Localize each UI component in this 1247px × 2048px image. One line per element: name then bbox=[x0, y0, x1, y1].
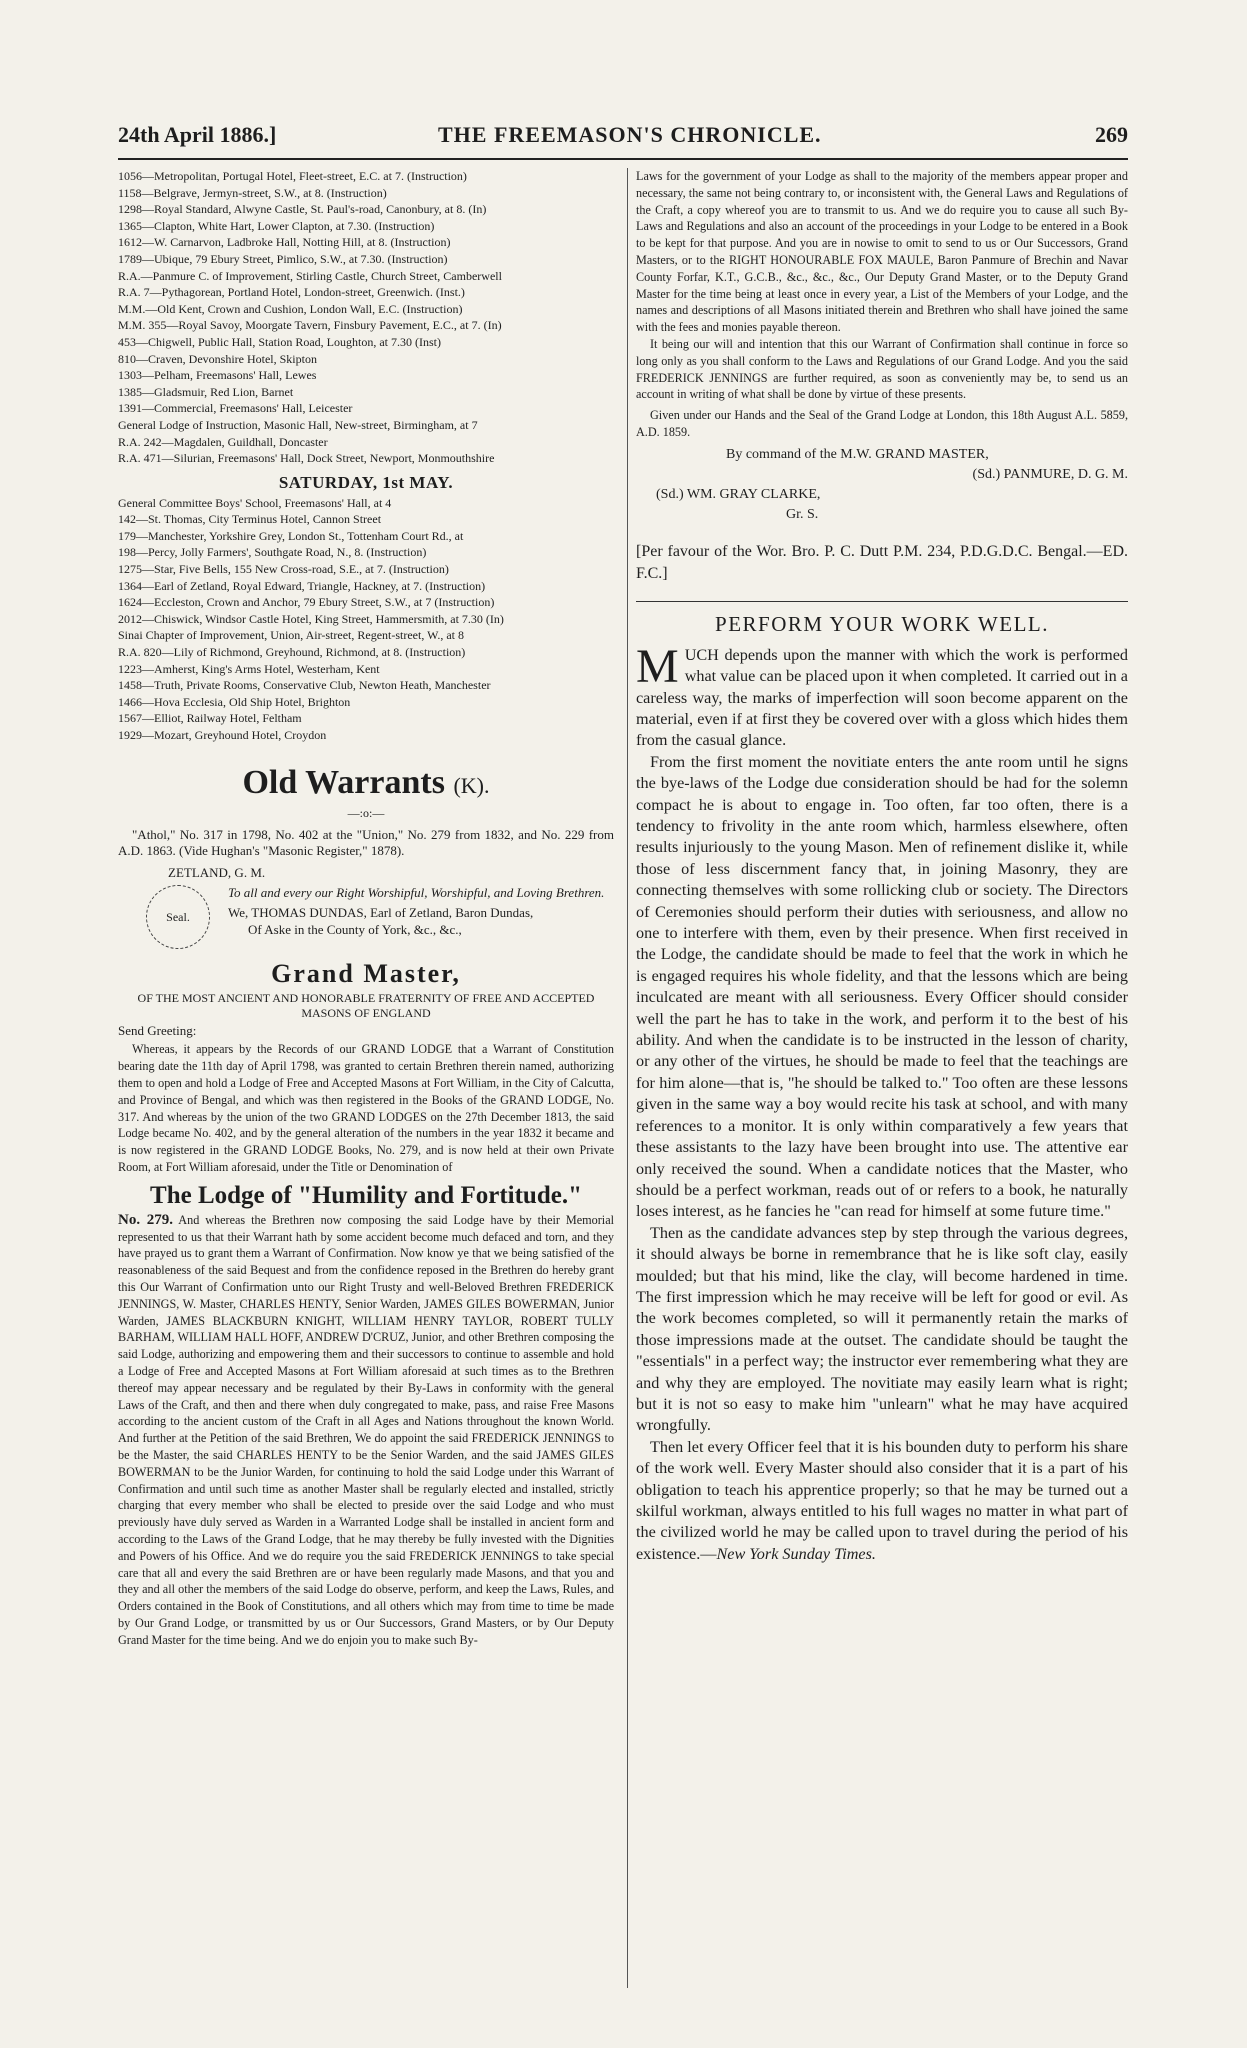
meeting-entry: 1458—Truth, Private Rooms, Conservative Club, Newton Heath, Manchester bbox=[118, 678, 491, 693]
source-attribution: New York Sunday Times. bbox=[716, 1544, 876, 1563]
meeting-entry: 1612—W. Carnarvon, Ladbroke Hall, Notting Hill, at 8. (Instruction) bbox=[118, 235, 451, 250]
meeting-entry: 1298—Royal Standard, Alwyne Castle, St. Paul's-road, Canonbury, at 8. (In) bbox=[118, 202, 487, 217]
seal-label: Seal. bbox=[166, 909, 190, 924]
perform-para-3: Then as the candidate advances step by step through the various degrees, it should always be borne in remembrance that he is like soft clay, easily moulded; but that his mind, like the clay, will become hardened in time. The first impression which he may receive will be left for good or evil. As the work becomes completed, so will it permanently retain the marks of those impressions made at the outset. The candidate should be taught the "essentials" in a perfect way; the instructor ever remembering what they are and why they are employed. The novitiate may easily learn what is right; but it is not so easy to make him "unlearn" what he may have acquired wrongfully. bbox=[636, 1223, 1128, 1435]
warrant-para-5: Given under our Hands and the Seal of the Grand Lodge at London, this 18th August A.L. 5859, A.D. 1859. bbox=[636, 408, 1128, 439]
warrant-para-2-text: And whereas the Brethren now composing the said Lodge have by their Memorial represented to us that their Warrant hath by some accident become much defaced and torn, and they have prayed us to grant them a Warrant of Confirmation. Now know ye that we being satisfied of the reasonableness of the said Bequest and from the confidence reposed in the Brethren do hereby grant this Our Warrant of Confirmation unto our Right Trusty and well-Beloved Brethren FREDERICK JENNINGS, W. Master, CHARLES HENTY, Senior Warden, JAMES GILES BOWERMAN, Junior Warden, JAMES BLACKBURN KNIGHT, WILLIAM HENRY TAYLOR, ROBERT TULLY BARHAM, WILLIAM HALL HOFF, ANDREW D'CRUZ, Junior, and other Brethren composing the said Lodge, authorizing and empowering them and their successors to continue to assemble and hold a Lodge of Free and Accepted Masons at Fort William aforesaid at such times as to the Brethren thereof may appear necessary and be regulated by their By-Laws in conformity with the general Laws of the Craft, and then and there when duly congregated to make, pass, and raise Free Masons according to the ancient custom of the Craft in all Ages and Nations throughout the known World. And further at the Petition of the said Brethren, We do appoint the said FREDERICK JENNINGS to be the Master, the said CHARLES HENTY to be the Senior Warden, and the said JAMES GILES BOWERMAN to be the Junior Warden, for continuing to hold the said Lodge under this Warrant of Confirmation and until such time as another Master shall be regularly elected and installed, strictly charging that every member who shall be elected to preside over the said Lodge and who must previously have duly served as Warden in a Warranted Lodge shall be installed in ancient form and according to the Laws of the Grand Lodge, that he may thereby be fully invested with the Dignities and Powers of his Office. And we do require you the said FREDERICK JENNINGS to take special care that all and every the said Brethren are or have been regularly made Masons, and that you and they and all other the members of the said Lodge do observe, perform, and keep the Laws, Rules, and Orders contained in the Book of Constitutions, and all others which may from time to time be made by Our Grand Lodge, or transmitted by us or Our Successors, Grand Masters, or by Our Deputy Grand Master for the time being. And we do enjoin you to make such By- bbox=[118, 1212, 614, 1647]
meeting-entry: Sinai Chapter of Improvement, Union, Air-street, Regent-street, W., at 8 bbox=[118, 628, 465, 643]
old-warrants-title: Old Warrants bbox=[242, 763, 445, 801]
meeting-entry: 1364—Earl of Zetland, Royal Edward, Triangle, Hackney, at 7. (Instruction) bbox=[118, 578, 486, 593]
thomas-dundas: We, THOMAS DUNDAS, Earl of Zetland, Baron Dundas, bbox=[228, 905, 534, 921]
right-column bbox=[636, 168, 1128, 1565]
saturday-heading: SATURDAY, 1st MAY. bbox=[278, 472, 454, 492]
meeting-entry: 142—St. Thomas, City Terminus Hotel, Cannon Street bbox=[118, 512, 382, 527]
page-header bbox=[118, 122, 1128, 156]
meeting-entry: R.A. 242—Magdalen, Guildhall, Doncaster bbox=[118, 434, 328, 449]
meeting-entry: M.M.—Old Kent, Crown and Cushion, London Wall, E.C. (Instruction) bbox=[118, 301, 463, 316]
meeting-entry: 1275—Star, Five Bells, 155 New Cross-road, S.E., at 7. (Instruction) bbox=[118, 562, 449, 577]
perform-para-4 bbox=[636, 1437, 1128, 1565]
grand-secretary: Gr. S. bbox=[786, 506, 819, 522]
warrant-para-2 bbox=[118, 1212, 614, 1649]
lodge-number: No. 279. bbox=[118, 1211, 173, 1228]
zetland-signature: ZETLAND, G. M. bbox=[168, 865, 266, 881]
warrant-para-1: Whereas, it appears by the Records of our GRAND LODGE that a Warrant of Constitution bearing date the 11th day of April 1798, was granted to certain Brethren therein named, authorizing them to open and hold a Lodge of Free and Accepted Masons at Fort William, in the City of Calcutta, and Province of Bengal, and which was then registered in the Books of the GRAND LODGE, No. 317. And whereas by the union of the two GRAND LODGES on the 27th December 1813, the said Lodge became No. 402, and by the general alteration of the numbers in the year 1832 it became and is now registered in the GRAND LODGE Books, No. 279, and is now held at their own Private Room, at Fort William aforesaid, under the Title or Denomination of bbox=[118, 1042, 614, 1174]
meeting-entry: 1223—Amherst, King's Arms Hotel, Westerham, Kent bbox=[118, 661, 380, 676]
meeting-entry: General Committee Boys' School, Freemasons' Hall, at 4 bbox=[118, 495, 392, 510]
meeting-entry: 810—Craven, Devonshire Hotel, Skipton bbox=[118, 351, 317, 366]
meeting-entry: R.A. 7—Pythagorean, Portland Hotel, London-street, Greenwich. (Inst.) bbox=[118, 285, 465, 300]
warrant-para-4: It being our will and intention that this our Warrant of Confirmation shall continue in force so long only as you shall conform to the Laws and Regulations of our Grand Lodge. And you the said FREDERICK JENNINGS are further required, as soon as conveniently may be, to send us an account in writing of what shall be done by virtue of these presents. bbox=[636, 336, 1128, 402]
left-column bbox=[118, 168, 614, 1649]
by-command: By command of the M.W. GRAND MASTER, bbox=[726, 446, 989, 462]
meeting-entry: 198—Percy, Jolly Farmers', Southgate Road, N., 8. (Instruction) bbox=[118, 545, 427, 560]
meeting-entry: 1624—Eccleston, Crown and Anchor, 79 Ebury Street, S.W., at 7 (Instruction) bbox=[118, 595, 495, 610]
perform-para-1 bbox=[636, 639, 1128, 752]
greeting-to-all: To all and every our Right Worshipful, Worshipful, and Loving Brethren. bbox=[228, 885, 605, 901]
meeting-entry: R.A.—Panmure C. of Improvement, Stirling Castle, Church Street, Camberwell bbox=[118, 268, 502, 283]
meeting-entry: 1385—Gladsmuir, Red Lion, Barnet bbox=[118, 384, 294, 399]
meeting-entry: M.M. 355—Royal Savoy, Moorgate Tavern, Finsbury Pavement, E.C., at 7. (In) bbox=[118, 318, 502, 333]
article-rule bbox=[636, 601, 1128, 602]
meeting-entry: 453—Chigwell, Public Hall, Station Road, Loughton, at 7.30 (Inst) bbox=[118, 334, 441, 349]
seal-block bbox=[118, 885, 614, 957]
meeting-entry: General Lodge of Instruction, Masonic Hall, New-street, Birmingham, at 7 bbox=[118, 417, 478, 432]
of-aske: Of Aske in the County of York, &c., &c., bbox=[248, 922, 462, 938]
perform-para-4-text: Then let every Officer feel that it is his bounden duty to perform his share of the work well. Every Master should also consider that it is a part of his obligation to teach his apprentice properly; so that he may be turned out a skilful workman, always entitled to his full wages no matter in what part of the civilized world he may be called upon to travel during the period of his existence.— bbox=[636, 1437, 1128, 1563]
meeting-entry: 1391—Commercial, Freemasons' Hall, Leicester bbox=[118, 401, 353, 416]
fraternity-name: OF THE MOST ANCIENT AND HONORABLE FRATERNITY OF FREE AND ACCEPTED MASONS OF ENGLAND bbox=[137, 991, 595, 1021]
meeting-entry: 2012—Chiswick, Windsor Castle Hotel, King Street, Hammersmith, at 7.30 (In) bbox=[118, 611, 504, 626]
perform-para-2: From the first moment the novitiate enters the ante room until he signs the bye-laws of the Lodge due consideration should be had for the solemn compact he is about to engage in. Too often, far too often, there is a tendency to frivolity in the ante room which, harmless elsewhere, often results injuriously to the young Mason. Men of refinement dislike it, while those of less discernment fancy that, in joining Masonry, they are connecting themselves with some rollicking club or society. The Directors of Ceremonies should perform their duties with seriousness, and allow no one to interfere with them, even by their presence. When first received in the Lodge, the candidate should be made to feel that the work in which he is engaged requires his whole fidelity, and that the lessons which are being inculcated are meant with all seriousness. Every Officer should consider well the part he has to take in the work, and perform it to the best of his ability. And when the candidate is to be instructed in the lesson of charity, or any other of the virtues, he should be made to feel that the teachings are for him alone—that is, "he should be talked to." Too often are these lessons given in the same way a boy would recite his task at school, and with many references to a monitor. It is only within comparatively a few years that these assistants to the lazy have been brought into use. The attentive ear only received the sound. When a candidate notices that the Master, who should be a perfect workman, reads out of or refers to a book, he naturally loses interest, as he fancies he "can read for himself at some future time." bbox=[636, 752, 1128, 1221]
meeting-entry: 1056—Metropolitan, Portugal Hotel, Fleet-street, E.C. at 7. (Instruction) bbox=[118, 169, 467, 183]
warrant-intro: "Athol," No. 317 in 1798, No. 402 at the "Union," No. 279 from 1832, and No. 229 from A.D. 1863. (Vide Hughan's "Masonic Register," 1878). bbox=[118, 826, 614, 858]
meeting-entry: R.A. 820—Lily of Richmond, Greyhound, Richmond, at 8. (Instruction) bbox=[118, 645, 466, 660]
perform-heading: PERFORM YOUR WORK WELL. bbox=[715, 611, 1049, 636]
clarke-signature: (Sd.) WM. GRAY CLARKE, bbox=[656, 486, 821, 502]
meeting-entry: 1466—Hova Ecclesia, Old Ship Hotel, Brighton bbox=[118, 694, 351, 709]
meeting-entry: 179—Manchester, Yorkshire Grey, London St., Tottenham Court Rd., at bbox=[118, 528, 464, 543]
old-warrants-suffix: (K). bbox=[453, 772, 490, 798]
meeting-entry: 1789—Ubique, 79 Ebury Street, Pimlico, S.W., at 7.30. (Instruction) bbox=[118, 251, 448, 266]
page-number: 269 bbox=[1095, 122, 1128, 147]
meeting-list-saturday bbox=[118, 495, 614, 744]
warrant-para-3: Laws for the government of your Lodge as shall to the majority of the members appear proper and necessary, the same not being contrary to, or inconsistent with, the General Laws and Regulations of the Craft, a copy whereof you are to transmit to us. And we do require you to cause all such By-Laws and Regulations and also an account of the proceedings in your Lodge to be entered in a Book to be kept for that purpose. And you are in nowise to omit to send to us or Our Successors, Grand Masters, or to the RIGHT HONOURABLE FOX MAULE, Baron Panmure of Brechin and Navar County Forfar, K.T., G.C.B., &c., &c., &c., Our Deputy Grand Master, or to the Deputy Grand Master for the time being at least once in every year, a List of the Members of your Lodge, and the names and descriptions of all Masons initiated therein and Brethren who shall have joined the same with the fees and monies payable thereon. bbox=[636, 169, 1128, 335]
meeting-entry: 1303—Pelham, Freemasons' Hall, Lewes bbox=[118, 368, 317, 383]
meeting-entry: 1365—Clapton, White Hart, Lower Clapton, at 7.30. (Instruction) bbox=[118, 218, 435, 233]
meeting-entry: R.A. 471—Silurian, Freemasons' Hall, Dock Street, Newport, Monmouthshire bbox=[118, 451, 495, 466]
drop-cap: M bbox=[636, 639, 679, 693]
panmure-signature: (Sd.) PANMURE, D. G. M. bbox=[972, 466, 1128, 482]
issue-date: 24th April 1886.] bbox=[118, 122, 277, 147]
old-warrants-heading bbox=[118, 764, 614, 802]
meeting-entry: 1158—Belgrave, Jermyn-street, S.W., at 8. (Instruction) bbox=[118, 185, 387, 200]
meeting-list-friday bbox=[118, 168, 614, 467]
seal-icon bbox=[146, 885, 210, 949]
meeting-entry: 1567—Elliot, Railway Hotel, Feltham bbox=[118, 711, 302, 726]
perform-para-1-text: UCH depends upon the manner with which the work is performed what value can be placed upon it when completed. It carried out in a careless way, the marks of imperfection will soon become apparent on the material, even if at first they be covered over with a gloss which hides them from the casual glance. bbox=[636, 645, 1128, 750]
header-rule bbox=[118, 158, 1128, 160]
grand-master-title: Grand Master, bbox=[271, 959, 461, 989]
meeting-entry: 1929—Mozart, Greyhound Hotel, Croydon bbox=[118, 728, 327, 742]
per-favour-note: [Per favour of the Wor. Bro. P. C. Dutt P.M. 234, P.D.G.D.C. Bengal.—ED. F.C.] bbox=[636, 542, 1128, 582]
send-greeting: Send Greeting: bbox=[118, 1023, 197, 1039]
column-divider bbox=[627, 168, 628, 1988]
lodge-title: The Lodge of "Humility and Fortitude." bbox=[150, 1181, 582, 1209]
separator: —:o:— bbox=[347, 805, 385, 820]
publication-title: THE FREEMASON'S CHRONICLE. bbox=[438, 122, 822, 147]
